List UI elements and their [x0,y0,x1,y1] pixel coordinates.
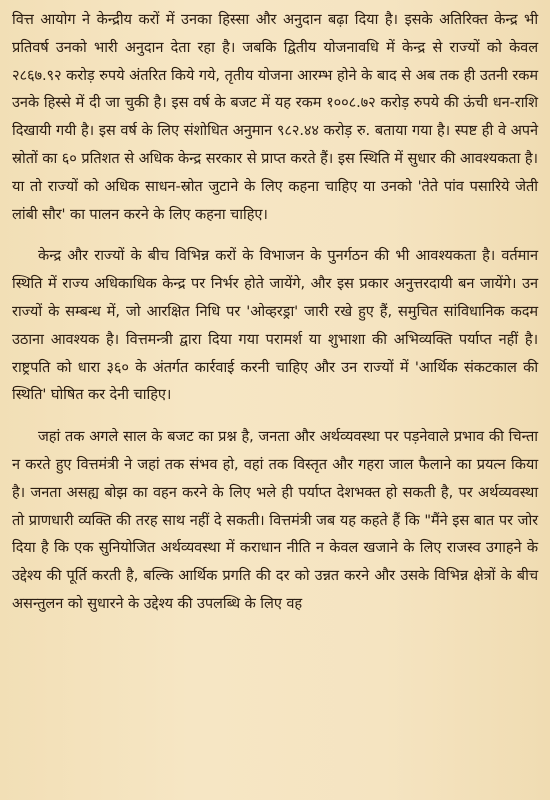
paragraph-finance-commission: वित्त आयोग ने केन्द्रीय करों में उनका हिस्सा और अनुदान बढ़ा दिया है। इसके अतिरिक्त केन्द्र भी प्रतिवर्ष उनको भारी अनुदान देता रहा है। जबकि द्वितीय योजनावधि में केन्द्र से राज्यों को केवल २८६७.९२ करोड़ रुपये अंतरित किये गये, तृतीय योजना आरम्भ होने के बाद से अब तक ही उतनी रकम उनके हिस्से में दी जा चुकी है। इस वर्ष के बजट में यह रकम १००८.७२ करोड़ रुपये की ऊंची धन-राशि दिखायी गयी है। इस वर्ष के लिए संशोधित अनुमान ९८२.४४ करोड़ रु. बताया गया है। स्पष्ट ही वे अपने स्रोतों का ६० प्रतिशत से अधिक केन्द्र सरकार से प्राप्त करते हैं। इस स्थिति में सुधार की आवश्यकता है। या तो राज्यों को अधिक साधन-स्रोत जुटाने के लिए कहना चाहिए या उनको 'तेते पांव पसारिये जेती लांबी सौर' का पालन करने के लिए कहना चाहिए। [12,11,538,223]
paragraph-tax-restructuring: केन्द्र और राज्यों के बीच विभिन्न करों के विभाजन के पुनर्गठन की भी आवश्यकता है। वर्तमान स्थिति में राज्य अधिकाधिक केन्द्र पर निर्भर होते जायेंगे, और इस प्रकार अनुत्तरदायी बन जायेंगे। उन राज्यों के सम्बन्ध में, जो आरक्षित निधि पर 'ओव्हरड्रा' जारी रखे हुए हैं, समुचित सांविधानिक कदम उठाना आवश्यक है। वित्तमन्त्री द्वारा दिया गया परामर्श या शुभाशा की अभिव्यक्ति पर्याप्त नहीं है। राष्ट्रपति को धारा ३६० के अंतर्गत कार्रवाई करनी चाहिए और उन राज्यों में 'आर्थिक संकटकाल की स्थिति' घोषित कर देनी चाहिए। [12,247,538,404]
paragraph-next-year-budget: जहां तक अगले साल के बजट का प्रश्न है, जनता और अर्थव्यवस्था पर पड़नेवाले प्रभाव की चिन्ता न करते हुए वित्तमंत्री ने जहां तक संभव हो, वहां तक विस्तृत और गहरा जाल फैलाने का प्रयत्न किया है। जनता असह्य बोझ का वहन करने के लिए भले ही पर्याप्त देशभक्त हो सकती है, पर अर्थव्यवस्था तो प्राणधारी व्यक्ति की तरह साथ नहीं दे सकती। वित्तमंत्री जब यह कहते हैं कि "मैंने इस बात पर जोर दिया है कि एक सुनियोजित अर्थव्यवस्था में कराधान नीति न केवल खजाने के लिए राजस्व उगाहने के उद्देश्य की पूर्ति करती है, बल्कि आर्थिक प्रगति की दर को उन्नत करने और उसके विभिन्न क्षेत्रों के बीच असन्तुलन को सुधारने के उद्देश्य की उपलब्धि के लिए वह [12,428,538,612]
